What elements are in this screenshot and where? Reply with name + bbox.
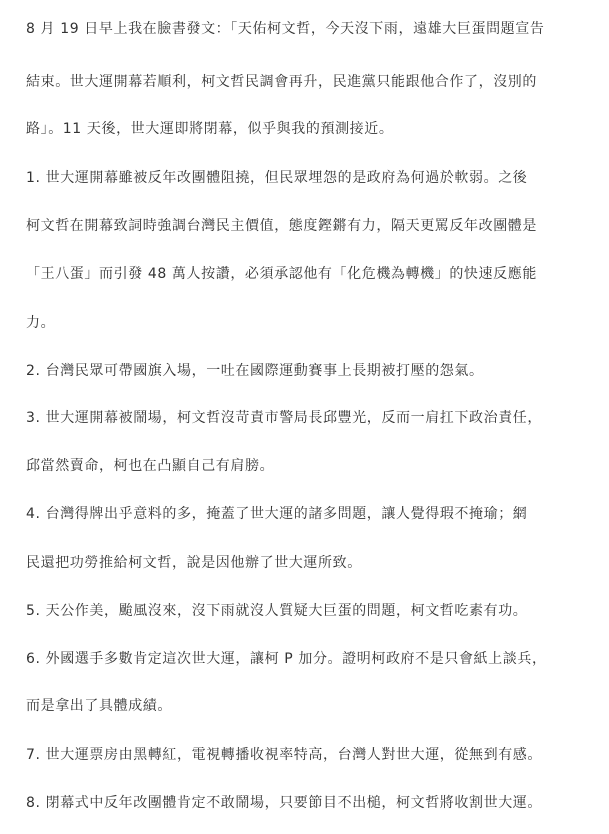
point-8-line: 8. 閉幕式中反年改團體肯定不敢鬧場，只要節目不出槌，柯文哲將收割世大運。: [26, 795, 543, 811]
point-4-line: 民還把功勞推給柯文哲，說是因他辦了世大運所致。: [26, 555, 362, 571]
paragraph-intro-line: 路」。11 天後，世大運即將閉幕，似乎與我的預測接近。: [26, 121, 394, 137]
paragraph-intro-line: 8 月 19 日早上我在臉書發文：「天佑柯文哲，今天沒下雨，遠雄大巨蛋問題宣告: [26, 21, 545, 37]
point-3-line: 3. 世大運開幕被鬧場，柯文哲沒苛責市警局長邱豐光，反而一肩扛下政治責任，: [26, 410, 543, 426]
point-1-line: 「王八蛋」而引發 48 萬人按讚，必須承認他有「化危機為轉機」的快速反應能: [26, 266, 537, 282]
point-1-line: 柯文哲在開幕致詞時強調台灣民主價值，態度鏗鏘有力，隔天更罵反年改團體是: [26, 218, 537, 234]
paragraph-intro-line: 結束。世大運開幕若順利，柯文哲民調會再升，民進黨只能跟他合作了，沒別的: [26, 74, 537, 90]
point-1-line: 力。: [26, 315, 56, 331]
point-1-line: 1. 世大運開幕雖被反年改團體阻撓，但民眾埋怨的是政府為何過於軟弱。之後: [26, 170, 528, 186]
point-5-line: 5. 天公作美，颱風沒來，沒下雨就沒人質疑大巨蛋的問題，柯文哲吃素有功。: [26, 603, 528, 619]
point-4-line: 4. 台灣得牌出乎意料的多，掩蓋了世大運的諸多問題，讓人覺得瑕不掩瑜；網: [26, 506, 528, 522]
point-2-line: 2. 台灣民眾可帶國旗入場，一吐在國際運動賽事上長期被打壓的怨氣。: [26, 363, 484, 379]
point-7-line: 7. 世大運票房由黑轉紅，電視轉播收視率特高，台灣人對世大運，從無到有感。: [26, 747, 543, 763]
point-3-line: 邱當然賣命，柯也在凸顯自己有肩膀。: [26, 458, 275, 474]
point-6-line: 6. 外國選手多數肯定這次世大運，讓柯 P 加分。證明柯政府不是只會紙上談兵，: [26, 651, 547, 667]
point-6-line: 而是拿出了具體成績。: [26, 698, 172, 714]
